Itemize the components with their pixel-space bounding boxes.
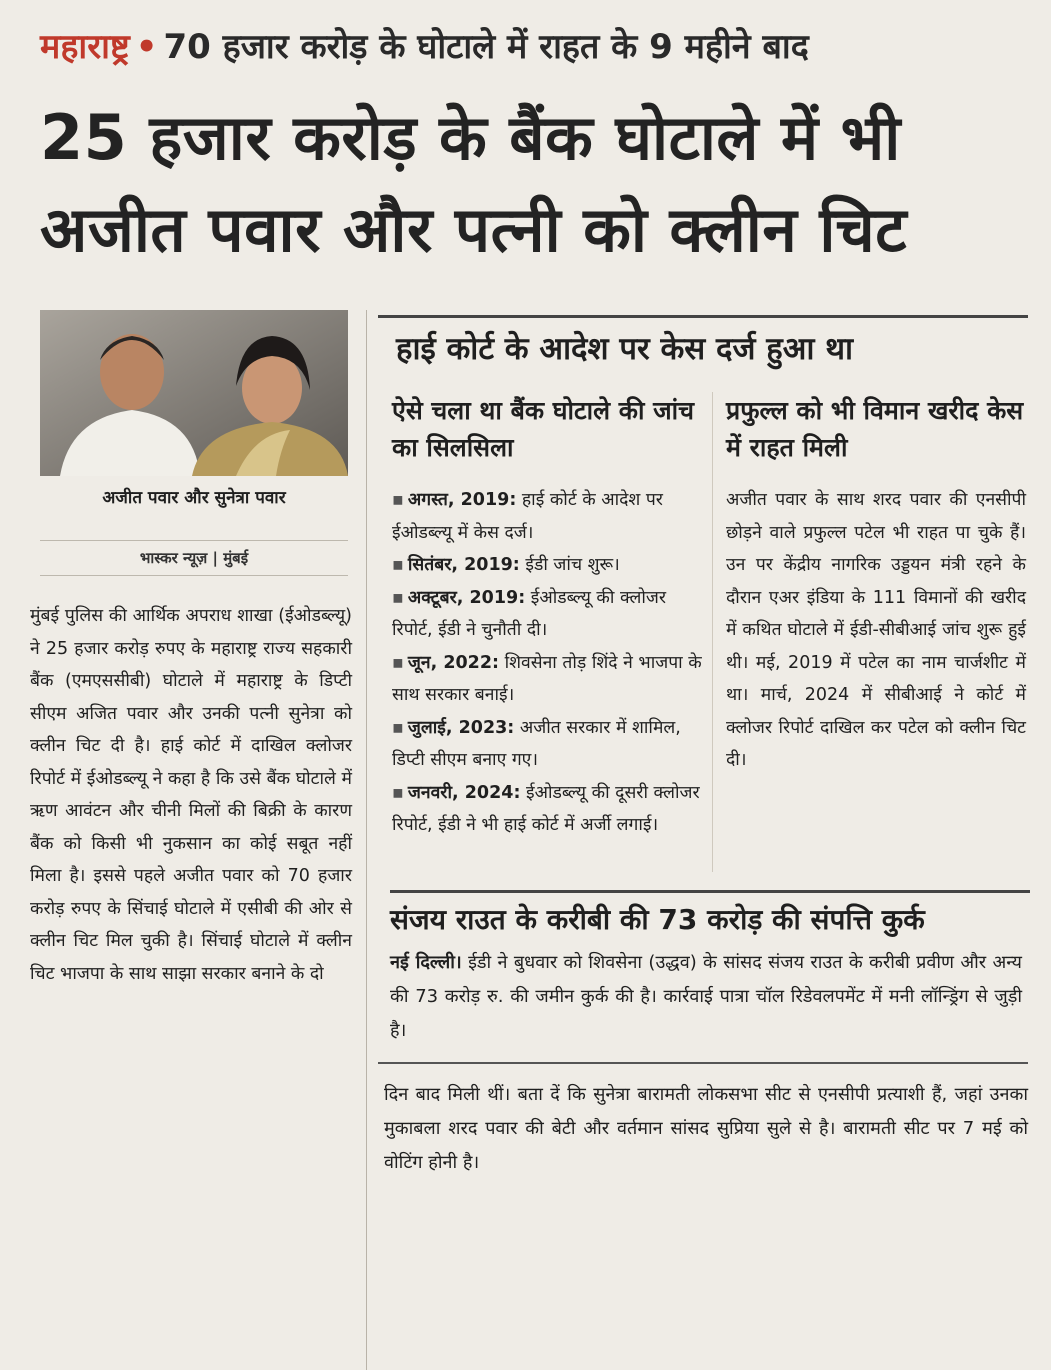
bullet-icon: ▪ bbox=[392, 652, 404, 673]
kicker-text: 70 हजार करोड़ के घोटाले में राहत के 9 महीने बाद bbox=[163, 27, 809, 67]
article-continuation: दिन बाद मिली थीं। बता दें कि सुनेत्रा बारामती लोकसभा सीट से एनसीपी प्रत्याशी हैं, जहां उनका मुकाबला शरद पवार की बेटी और वर्तमान सांसद सुप्रिया सुले से है। बारामती सीट पर 7 मई को वोटिंग होनी है। bbox=[384, 1084, 1028, 1173]
timeline-date: जनवरी, 2024: bbox=[407, 782, 521, 803]
bullet-icon: ▪ bbox=[392, 555, 404, 575]
dateline: नई दिल्ली। bbox=[390, 952, 462, 973]
timeline-text: ईडी जांच शुरू। bbox=[519, 555, 620, 575]
raut-text: ईडी ने बुधवार को शिवसेना (उद्धव) के सांसद संजय राउत के करीबी प्रवीण और अन्य की 73 करोड़ रु. की जमीन कुर्क की है। कार्रवाई पात्रा चॉल रिडेवलपमेंट में मनी लॉन्ड्रिंग से जुड़ी है। bbox=[390, 952, 1022, 1041]
praful-heading: प्रफुल्ल को भी विमान खरीद केस में राहत मिली bbox=[726, 396, 1024, 462]
timeline-item bbox=[392, 712, 706, 777]
raut-heading: संजय राउत के करीबी की 73 करोड़ की संपत्ति कुर्क bbox=[390, 890, 1030, 947]
timeline-text: अजीत सरकार में शामिल, डिप्टी सीएम बनाए गए। bbox=[392, 717, 681, 770]
photo-caption: अजीत पवार और सुनेत्रा पवार bbox=[102, 488, 286, 508]
timeline-item bbox=[392, 549, 706, 582]
byline: भास्कर न्यूज़ | मुंबई bbox=[40, 540, 348, 576]
timeline-date: जून, 2022: bbox=[407, 652, 500, 673]
headline-line-2: अजीत पवार और पत्नी को क्लीन चिट bbox=[40, 193, 908, 266]
kicker-separator: • bbox=[135, 27, 158, 67]
kicker-line bbox=[40, 22, 1030, 72]
praful-body: अजीत पवार के साथ शरद पवार की एनसीपी छोड़ने वाले प्रफुल्ल पटेल भी राहत पा चुके हैं। उन पर केंद्रीय नागरिक उड्डयन मंत्री रहने के दौरान एअर इंडिया के 111 विमानों की खरीद में कथित घोटाले में ईडी-सीबीआई जांच शुरू हुई थी। मई, 2019 में पटेल का नाम चार्जशीट में था। मार्च, 2024 में सीबीआई ने कोर्ट में क्लोजर रिपोर्ट दाखिल कर पटेल को क्लीन चिट दी। bbox=[726, 490, 1026, 770]
timeline-date: अक्टूबर, 2019: bbox=[407, 587, 526, 608]
article-body-left: मुंबई पुलिस की आर्थिक अपराध शाखा (ईओडब्ल्यू) ने 25 हजार करोड़ रुपए के महाराष्ट्र राज्य सहकारी बैंक (एमएससीबी) घोटाले में महाराष्ट्र के डिप्टी सीएम अजित पवार और उनकी पत्नी सुनेत्रा को क्लीन चिट दी है। हाई कोर्ट में दाखिल क्लोजर रिपोर्ट में ईओडब्ल्यू ने कहा है कि उसे बैंक घोटाले में ऋण आवंटन और चीनी मिलों की बिक्री के कारण बैंक को किसी भी नुकसान का कोई सबूत नहीं मिला है। इससे पहले अजीत पवार को 70 हजार करोड़ रुपए के सिंचाई घोटाले में एसीबी की ओर से क्लीन चिट मिल चुकी है। सिंचाई घोटाले में क्लीन चिट भाजपा के साथ साझा सरकार बनाने के दो bbox=[30, 606, 352, 984]
timeline-date: सितंबर, 2019: bbox=[407, 555, 520, 575]
news-photo bbox=[40, 310, 348, 476]
headline-line-1: 25 हजार करोड़ के बैंक घोटाले में भी bbox=[40, 101, 901, 174]
timeline-text: हाई कोर्ट के आदेश पर ईओडब्ल्यू में केस दर्ज। bbox=[392, 490, 663, 543]
raut-body bbox=[390, 946, 1022, 1048]
timeline-text: शिवसेना तोड़ शिंदे ने भाजपा के साथ सरकार बनाई। bbox=[392, 652, 702, 705]
timeline-text: ईओडब्ल्यू की क्लोजर रिपोर्ट, ईडी ने चुनौती दी। bbox=[392, 587, 667, 640]
bullet-icon: ▪ bbox=[392, 782, 404, 803]
timeline-text: ईओडब्ल्यू की दूसरी क्लोजर रिपोर्ट, ईडी ने भी हाई कोर्ट में अर्जी लगाई। bbox=[392, 782, 700, 835]
photo-illustration bbox=[40, 310, 348, 476]
raut-box-rule bbox=[378, 1062, 1028, 1064]
main-headline bbox=[40, 92, 1030, 276]
inner-column-divider bbox=[712, 392, 713, 872]
column-divider bbox=[366, 310, 367, 1370]
timeline-item bbox=[392, 647, 706, 712]
timeline-item bbox=[392, 484, 706, 549]
bullet-icon: ▪ bbox=[392, 587, 404, 608]
timeline-list bbox=[392, 484, 706, 842]
timeline-item bbox=[392, 777, 706, 842]
kicker-state: महाराष्ट्र bbox=[40, 27, 130, 67]
bullet-icon: ▪ bbox=[392, 717, 404, 738]
section-heading: हाई कोर्ट के आदेश पर केस दर्ज हुआ था bbox=[378, 315, 1028, 379]
timeline-heading: ऐसे चला था बैंक घोटाले की जांच का सिलसिला bbox=[392, 396, 695, 462]
timeline-date: जुलाई, 2023: bbox=[407, 717, 515, 738]
timeline-item bbox=[392, 582, 706, 647]
timeline-date: अगस्त, 2019: bbox=[407, 490, 517, 510]
bullet-icon: ▪ bbox=[392, 490, 404, 510]
